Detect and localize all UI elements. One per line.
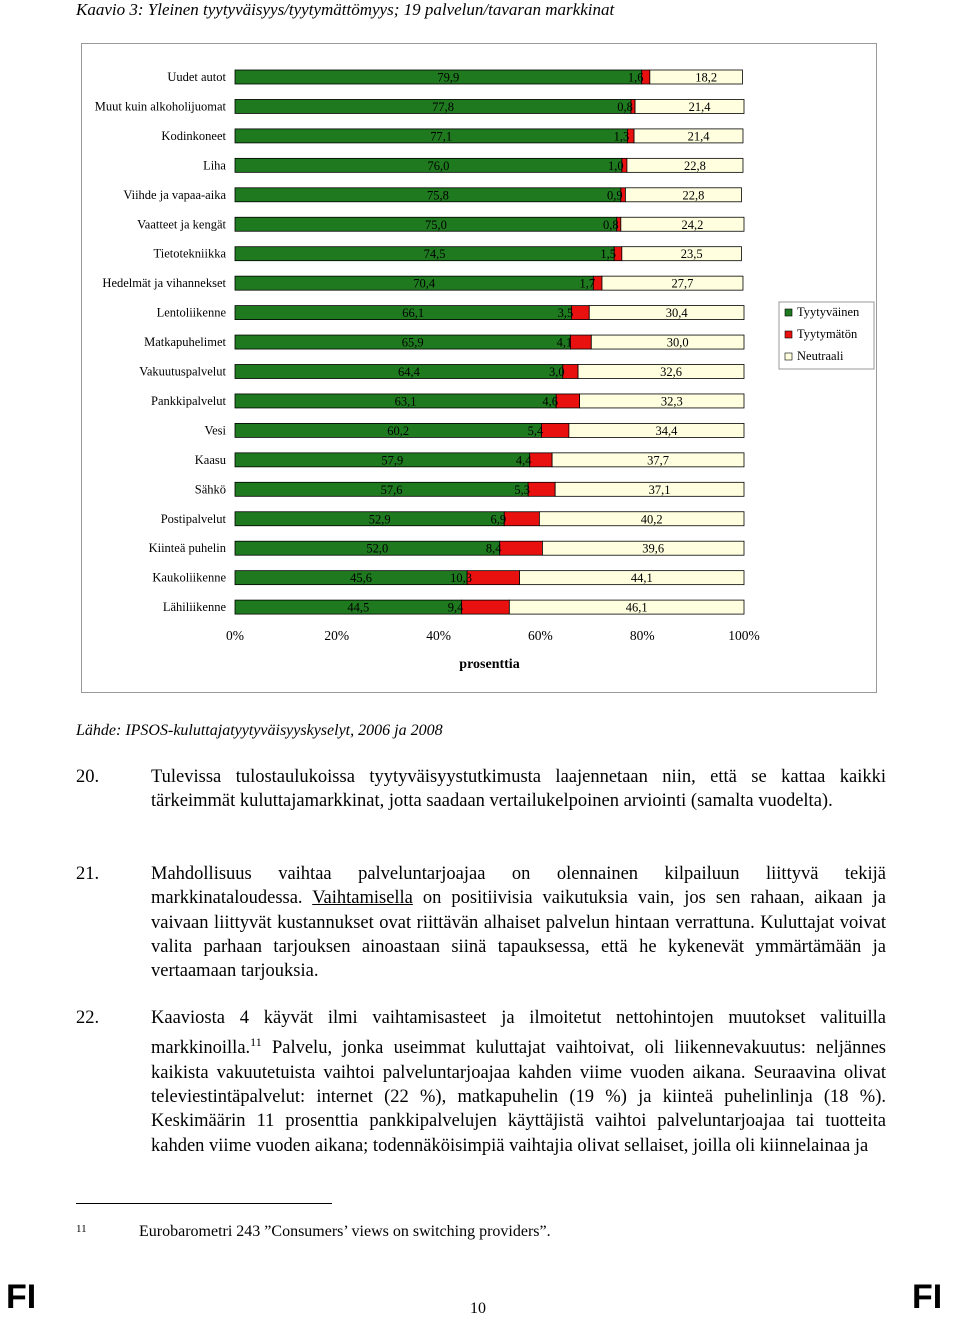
data-label: 76,0: [427, 158, 450, 173]
text-segment: Palvelu, jonka useimmat kuluttajat vaihtoivat, oli liikennevakuutus: neljännes kaikista vakuutetuista vaihtoi palveluntarjoajaa kahden viime vuoden aikana. Seuraavina olivat televiestintäpalvelut: internet (22 %), matkapuhelin (19 %) ja kiinteä puhelinlinja (18 %). Keskimäärin 11 prosenttia pankkipalvelujen käyttäjistä vaihtoi palveluntarjoajaa tai tuotteita kahden viime vuoden aikana; todennäköisimpiä vaihtajia olivat sellaiset, joilla oli kiinnelainaa ja: [151, 1038, 886, 1156]
footer-language-right: FI: [912, 1278, 943, 1316]
chart-source: Lähde: IPSOS-kuluttajatyytyväisyyskyselyt, 2006 ja 2008: [76, 722, 443, 739]
x-tick-label: 20%: [324, 628, 350, 643]
x-tick-label: 60%: [528, 628, 553, 643]
legend-label: Tyytymätön: [797, 327, 858, 341]
data-label: 66,1: [402, 306, 425, 321]
data-label: 75,8: [426, 188, 449, 203]
category-label: Tietotekniikka: [153, 246, 226, 261]
footnote: [76, 1223, 896, 1241]
page-heading: Kaavio 3: Yleinen tyytyväisyys/tyytymättömyys; 19 palvelun/tavaran markkinat: [76, 0, 615, 19]
paragraph-number: 21.: [76, 864, 100, 884]
data-label: 40,2: [640, 512, 663, 527]
bar-segment: [570, 335, 591, 349]
page-number: 10: [470, 1300, 486, 1317]
category-label: Uudet autot: [167, 70, 226, 84]
legend-label: Tyytyväinen: [797, 305, 860, 319]
data-label: 44,5: [347, 600, 370, 615]
data-label: 34,4: [655, 423, 678, 438]
data-label: 3,5: [557, 306, 574, 321]
data-label: 77,1: [430, 129, 453, 144]
paragraph-text: [151, 1006, 886, 1158]
data-label: 0,8: [602, 217, 619, 232]
data-label: 0,8: [617, 99, 633, 114]
data-label: 57,6: [380, 482, 403, 497]
x-tick-label: 0%: [226, 628, 244, 643]
data-label: 24,2: [681, 217, 704, 232]
data-label: 1,0: [608, 158, 624, 173]
category-label: Vesi: [204, 423, 226, 438]
data-label: 1,3: [613, 129, 630, 144]
data-label: 60,2: [387, 423, 410, 438]
paragraph-text: [151, 862, 886, 983]
data-label: 1,7: [579, 276, 596, 291]
data-label: 30,4: [665, 306, 688, 321]
data-label: 3,0: [548, 365, 565, 379]
stacked-bar-chart: [82, 44, 878, 694]
category-label: Postipalvelut: [160, 511, 226, 526]
data-label: 32,3: [660, 394, 683, 409]
category-label: Vaatteet ja kengät: [137, 217, 226, 232]
data-label: 27,7: [671, 276, 694, 291]
data-label: 21,4: [687, 129, 710, 144]
data-label: 6,9: [490, 512, 507, 527]
underlined-word: Vaihtamisella: [312, 888, 413, 909]
data-label: 22,8: [684, 158, 706, 173]
x-axis-title: prosenttia: [459, 657, 520, 672]
footnote-number: 11: [76, 1223, 87, 1235]
data-label: 52,0: [366, 541, 389, 556]
category-label: Sähkö: [194, 482, 226, 497]
data-label: 70,4: [413, 276, 436, 291]
data-label: 64,4: [397, 365, 420, 379]
data-label: 22,8: [682, 188, 705, 203]
data-label: 4,1: [556, 335, 573, 350]
text-segment: Mahdollisuus vaihtaa palveluntarjoajaa on olennainen kilpailuun liittyvä tekijä markkinataloudessa.: [151, 864, 886, 909]
text-segment: on positiivisia vaikutuksia vain, jos sen rahaan, aikaan ja vaivaan liittyvät kustannukset ovat riittävän alhaiset palvelun hintaan verrattuna. Kuluttajat voivat valita parhaan tarjouksen ainoastaan siinä tapauksessa, että he kykenevät ymmärtämään ja vertaamaan tarjouksia.: [151, 888, 886, 982]
data-label: 37,7: [647, 453, 669, 468]
category-label: Viihde ja vapaa-aika: [123, 187, 226, 202]
category-label: Kaukoliikenne: [152, 570, 226, 585]
chart-frame: [81, 43, 877, 693]
data-label: 8,4: [485, 541, 502, 556]
data-label: 18,2: [695, 70, 718, 85]
footnote-text: Eurobarometri 243 ”Consumers’ views on switching providers”.: [139, 1223, 551, 1240]
bar-segment: [462, 600, 510, 614]
category-label: Kodinkoneet: [161, 128, 226, 143]
legend-swatch: [785, 331, 792, 338]
data-label: 37,1: [648, 482, 671, 497]
data-label: 0,9: [607, 188, 623, 203]
bar-segment: [541, 423, 568, 437]
category-label: Lentoliikenne: [156, 305, 226, 320]
category-label: Muut kuin alkoholijuomat: [94, 99, 226, 114]
bar-segment: [500, 541, 543, 555]
data-label: 39,6: [642, 541, 665, 556]
bar-segment: [467, 571, 519, 585]
footnote-divider: [76, 1203, 332, 1204]
legend-swatch: [785, 353, 792, 360]
bar-segment: [504, 512, 539, 526]
data-label: 45,6: [350, 571, 372, 586]
data-label: 32,6: [660, 365, 682, 379]
bar-segment: [528, 482, 555, 496]
data-label: 46,1: [625, 600, 648, 615]
category-label: Lähiliikenne: [162, 600, 226, 615]
legend-label: Neutraali: [797, 349, 844, 363]
data-label: 74,5: [423, 247, 446, 262]
category-label: Pankkipalvelut: [151, 393, 226, 408]
category-label: Matkapuhelimet: [144, 335, 226, 350]
data-label: 9,4: [447, 600, 464, 615]
paragraph-21: [76, 862, 886, 983]
data-label: 77,8: [432, 99, 454, 114]
data-label: 5,3: [514, 482, 530, 497]
text-segment: Kaaviosta 4 käyvät ilmi vaihtamisasteet ja ilmoitetut nettohintojen muutokset valituilla markkinoilla.: [151, 1008, 886, 1059]
x-tick-label: 80%: [629, 628, 655, 643]
x-tick-label: 40%: [426, 628, 451, 643]
footnote-ref[interactable]: 11: [250, 1035, 262, 1050]
data-label: 65,9: [401, 335, 424, 350]
paragraph-number: 22.: [76, 1008, 100, 1028]
bar-segment: [530, 453, 552, 467]
data-label: 10,3: [450, 571, 473, 586]
category-label: Kaasu: [194, 452, 226, 467]
data-label: 23,5: [680, 247, 703, 262]
category-label: Liha: [203, 158, 226, 173]
data-label: 5,4: [527, 423, 544, 438]
data-label: 1,5: [600, 247, 617, 262]
data-label: 4,4: [515, 453, 532, 468]
paragraph-number: 20.: [76, 767, 100, 787]
legend-swatch: [785, 309, 792, 316]
x-tick-label: 100%: [728, 628, 760, 643]
data-label: 1,6: [627, 70, 644, 85]
paragraph-22: [76, 1006, 886, 1158]
data-label: 21,4: [688, 99, 711, 114]
data-label: 44,1: [630, 571, 653, 586]
bar-segment: [563, 365, 578, 379]
paragraph-20: [76, 765, 886, 814]
data-label: 57,9: [381, 453, 404, 468]
footer-language-left: FI: [6, 1278, 37, 1316]
data-label: 79,9: [437, 70, 460, 85]
paragraph-text: Tulevissa tulostaulukoissa tyytyväisyystutkimusta laajennetaan niin, että se kattaa kaikki tärkeimmät kuluttajamarkkinat, jotta saadaan vertailukelpoinen arviointi (samalta vuodelta).: [151, 767, 886, 812]
category-label: Hedelmät ja vihannekset: [102, 276, 226, 291]
bar-segment: [556, 394, 579, 408]
data-label: 63,1: [394, 394, 417, 409]
bar-segment: [571, 306, 589, 320]
data-label: 52,9: [368, 512, 391, 527]
data-label: 75,0: [424, 217, 447, 232]
category-label: Kiinteä puhelin: [148, 541, 226, 556]
data-label: 4,6: [542, 394, 558, 409]
category-label: Vakuutuspalvelut: [139, 364, 226, 379]
data-label: 30,0: [666, 335, 689, 350]
